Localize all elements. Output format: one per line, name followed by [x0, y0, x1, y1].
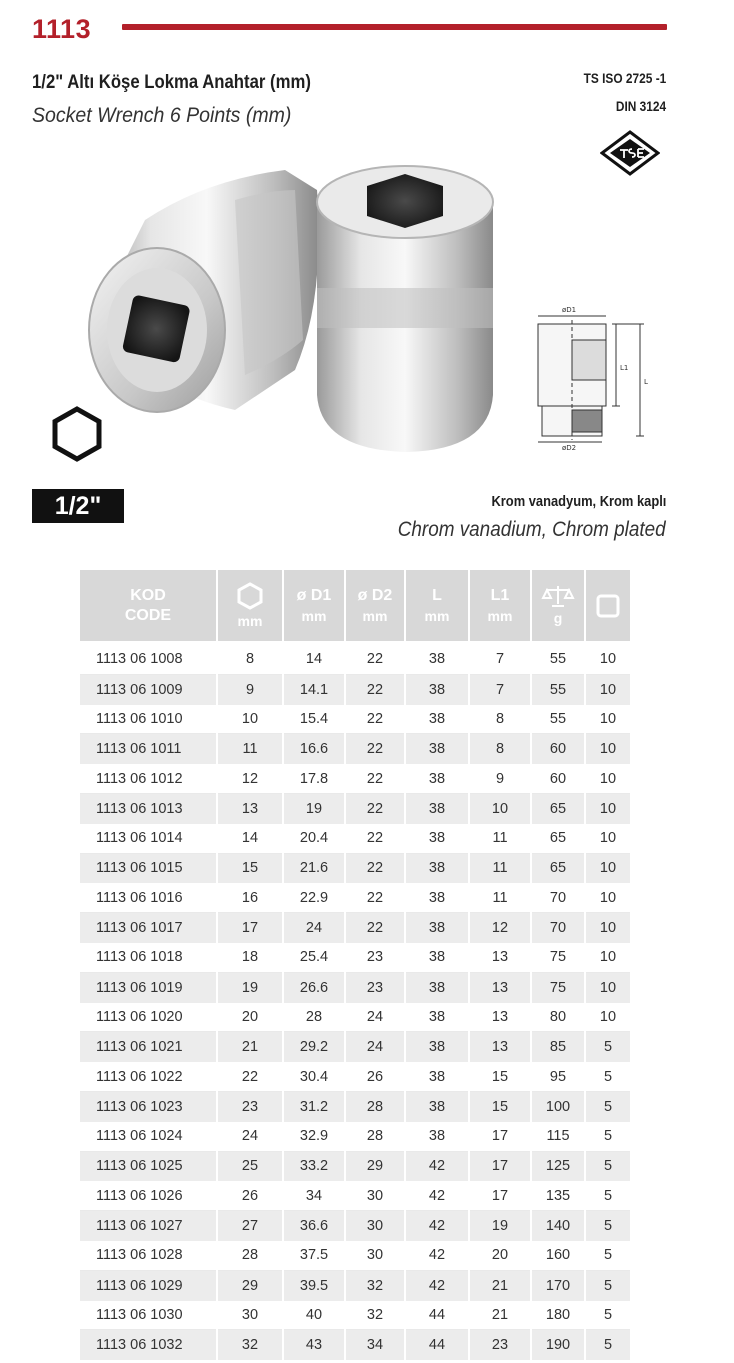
header-d1-label: ø D1	[296, 586, 332, 604]
cell-d2: 24	[346, 1032, 404, 1062]
header-weight-unit: g	[553, 609, 563, 626]
cell-package-qty: 5	[586, 1122, 630, 1152]
cell-size: 8	[218, 645, 282, 675]
header-package	[586, 570, 630, 645]
cell-package-qty: 10	[586, 854, 630, 884]
cell-size: 18	[218, 943, 282, 973]
table-row	[80, 1152, 630, 1182]
cell-size: 12	[218, 764, 282, 794]
tse-mark-icon	[600, 130, 660, 176]
table-row	[80, 883, 630, 913]
title-turkish: 1/2" Altı Köşe Lokma Anahtar (mm)	[32, 72, 311, 93]
box-icon	[595, 593, 621, 619]
standard-din: DIN 3124	[615, 98, 666, 114]
cell-code: 1113 06 1028	[80, 1241, 216, 1271]
cell-d1: 39.5	[284, 1271, 344, 1301]
cell-weight: 160	[532, 1241, 584, 1271]
cell-d1: 43	[284, 1330, 344, 1360]
cell-size: 30	[218, 1301, 282, 1331]
cell-weight: 70	[532, 883, 584, 913]
cell-l: 38	[406, 1003, 468, 1033]
cell-package-qty: 10	[586, 764, 630, 794]
table-row	[80, 1003, 630, 1033]
cell-weight: 180	[532, 1301, 584, 1331]
cell-code: 1113 06 1013	[80, 794, 216, 824]
table-row	[80, 764, 630, 794]
scale-icon	[541, 584, 575, 608]
cell-l: 42	[406, 1211, 468, 1241]
cell-l: 38	[406, 675, 468, 705]
cell-l: 38	[406, 973, 468, 1003]
header-rule	[122, 24, 667, 30]
cell-weight: 95	[532, 1062, 584, 1092]
spec-table	[78, 570, 632, 1360]
cell-l1: 13	[470, 943, 530, 973]
cell-d2: 26	[346, 1062, 404, 1092]
cell-size: 26	[218, 1181, 282, 1211]
cell-size: 10	[218, 705, 282, 735]
cell-l: 38	[406, 705, 468, 735]
cell-l: 42	[406, 1271, 468, 1301]
cell-d1: 37.5	[284, 1241, 344, 1271]
svg-text:øD1: øD1	[562, 306, 577, 314]
hexagon-icon	[235, 581, 265, 611]
cell-d2: 22	[346, 764, 404, 794]
header-d2-label: ø D2	[357, 586, 393, 604]
cell-weight: 125	[532, 1152, 584, 1182]
cell-code: 1113 06 1029	[80, 1271, 216, 1301]
title-english: Socket Wrench 6 Points (mm)	[32, 104, 292, 127]
material-english: Chrom vanadium, Chrom plated	[398, 518, 666, 541]
header-size	[218, 570, 282, 645]
material-turkish: Krom vanadyum, Krom kaplı	[491, 493, 666, 510]
cell-code: 1113 06 1027	[80, 1211, 216, 1241]
cell-d2: 28	[346, 1122, 404, 1152]
cell-d1: 34	[284, 1181, 344, 1211]
cell-l1: 13	[470, 973, 530, 1003]
cell-l: 38	[406, 794, 468, 824]
product-code: 1113	[32, 14, 92, 44]
header-l	[406, 570, 468, 645]
cell-weight: 65	[532, 794, 584, 824]
cell-package-qty: 5	[586, 1092, 630, 1122]
cell-package-qty: 5	[586, 1032, 630, 1062]
cell-d1: 32.9	[284, 1122, 344, 1152]
cell-d2: 22	[346, 824, 404, 854]
cell-package-qty: 10	[586, 734, 630, 764]
cell-l1: 15	[470, 1092, 530, 1122]
cell-d1: 14.1	[284, 675, 344, 705]
svg-text:øD2: øD2	[562, 444, 577, 450]
cell-size: 17	[218, 913, 282, 943]
cell-d2: 22	[346, 913, 404, 943]
cell-package-qty: 5	[586, 1152, 630, 1182]
header-l1	[470, 570, 530, 645]
cell-code: 1113 06 1012	[80, 764, 216, 794]
cell-l: 38	[406, 1032, 468, 1062]
cell-d2: 22	[346, 645, 404, 675]
table-row	[80, 1092, 630, 1122]
cell-d2: 32	[346, 1271, 404, 1301]
cell-code: 1113 06 1023	[80, 1092, 216, 1122]
header-d1-unit: mm	[301, 607, 327, 624]
cell-size: 28	[218, 1241, 282, 1271]
cell-d2: 24	[346, 1003, 404, 1033]
cell-weight: 70	[532, 913, 584, 943]
cell-package-qty: 10	[586, 943, 630, 973]
cell-code: 1113 06 1020	[80, 1003, 216, 1033]
cell-d1: 30.4	[284, 1062, 344, 1092]
cell-code: 1113 06 1016	[80, 883, 216, 913]
cell-l: 42	[406, 1152, 468, 1182]
cell-d2: 22	[346, 854, 404, 884]
cell-package-qty: 10	[586, 675, 630, 705]
cell-d2: 28	[346, 1092, 404, 1122]
cell-l1: 13	[470, 1003, 530, 1033]
cell-d2: 30	[346, 1211, 404, 1241]
cell-l1: 17	[470, 1122, 530, 1152]
table-row	[80, 794, 630, 824]
cell-d2: 22	[346, 705, 404, 735]
table-row	[80, 1241, 630, 1271]
cell-size: 29	[218, 1271, 282, 1301]
cell-code: 1113 06 1018	[80, 943, 216, 973]
header-weight	[532, 570, 584, 645]
cell-size: 21	[218, 1032, 282, 1062]
table-row	[80, 1062, 630, 1092]
cell-d1: 21.6	[284, 854, 344, 884]
hexagon-icon	[48, 405, 106, 463]
cell-weight: 65	[532, 824, 584, 854]
cell-l: 38	[406, 1122, 468, 1152]
table-header-row	[80, 570, 630, 645]
cell-size: 13	[218, 794, 282, 824]
cell-size: 23	[218, 1092, 282, 1122]
header-l-unit: mm	[424, 607, 450, 624]
cell-d1: 24	[284, 913, 344, 943]
cell-l1: 23	[470, 1330, 530, 1360]
cell-code: 1113 06 1025	[80, 1152, 216, 1182]
cell-l1: 13	[470, 1032, 530, 1062]
cell-d1: 19	[284, 794, 344, 824]
cell-d2: 30	[346, 1181, 404, 1211]
cell-size: 19	[218, 973, 282, 1003]
cell-code: 1113 06 1008	[80, 645, 216, 675]
cell-package-qty: 10	[586, 794, 630, 824]
cell-package-qty: 10	[586, 973, 630, 1003]
cell-code: 1113 06 1010	[80, 705, 216, 735]
cell-code: 1113 06 1024	[80, 1122, 216, 1152]
cell-package-qty: 10	[586, 913, 630, 943]
table-row	[80, 645, 630, 675]
cell-d1: 15.4	[284, 705, 344, 735]
cell-package-qty: 10	[586, 705, 630, 735]
drive-size-badge: 1/2"	[32, 489, 124, 523]
cell-size: 24	[218, 1122, 282, 1152]
cell-size: 14	[218, 824, 282, 854]
cell-code: 1113 06 1032	[80, 1330, 216, 1360]
table-row	[80, 913, 630, 943]
cell-weight: 115	[532, 1122, 584, 1152]
cell-size: 25	[218, 1152, 282, 1182]
cell-l: 38	[406, 764, 468, 794]
table-row	[80, 1271, 630, 1301]
cell-l: 38	[406, 913, 468, 943]
table-row	[80, 705, 630, 735]
cell-package-qty: 5	[586, 1241, 630, 1271]
cell-l1: 15	[470, 1062, 530, 1092]
cell-d2: 23	[346, 943, 404, 973]
header-l-label: L	[432, 586, 442, 604]
cell-package-qty: 5	[586, 1211, 630, 1241]
cell-weight: 60	[532, 734, 584, 764]
cell-weight: 80	[532, 1003, 584, 1033]
cell-package-qty: 5	[586, 1062, 630, 1092]
cell-weight: 100	[532, 1092, 584, 1122]
cell-l1: 8	[470, 705, 530, 735]
cell-d1: 28	[284, 1003, 344, 1033]
cell-weight: 55	[532, 675, 584, 705]
cell-size: 16	[218, 883, 282, 913]
cell-d1: 36.6	[284, 1211, 344, 1241]
cell-l: 38	[406, 824, 468, 854]
cell-l: 42	[406, 1181, 468, 1211]
cell-d2: 30	[346, 1241, 404, 1271]
table-row	[80, 1211, 630, 1241]
cell-l: 38	[406, 1092, 468, 1122]
cell-size: 9	[218, 675, 282, 705]
cell-weight: 190	[532, 1330, 584, 1360]
header-l1-unit: mm	[487, 607, 513, 624]
cell-d2: 22	[346, 794, 404, 824]
header-l1-label: L1	[490, 586, 510, 604]
cell-l1: 10	[470, 794, 530, 824]
cell-d1: 20.4	[284, 824, 344, 854]
cell-package-qty: 5	[586, 1271, 630, 1301]
cell-size: 15	[218, 854, 282, 884]
cell-l: 38	[406, 1062, 468, 1092]
cell-d1: 31.2	[284, 1092, 344, 1122]
cell-package-qty: 10	[586, 1003, 630, 1033]
cell-code: 1113 06 1014	[80, 824, 216, 854]
header-size-unit: mm	[237, 612, 263, 629]
cell-l1: 11	[470, 883, 530, 913]
cell-l: 38	[406, 854, 468, 884]
cell-code: 1113 06 1011	[80, 734, 216, 764]
table-row	[80, 824, 630, 854]
cell-l1: 19	[470, 1211, 530, 1241]
cell-weight: 55	[532, 705, 584, 735]
table-row	[80, 973, 630, 1003]
cell-d1: 29.2	[284, 1032, 344, 1062]
header-code	[80, 570, 216, 645]
cell-l1: 11	[470, 854, 530, 884]
cell-weight: 135	[532, 1181, 584, 1211]
standard-iso: TS ISO 2725 -1	[583, 70, 666, 86]
cell-l: 44	[406, 1330, 468, 1360]
cell-d2: 22	[346, 734, 404, 764]
cell-d1: 25.4	[284, 943, 344, 973]
cell-code: 1113 06 1017	[80, 913, 216, 943]
cell-l: 38	[406, 734, 468, 764]
cell-size: 20	[218, 1003, 282, 1033]
cell-code: 1113 06 1015	[80, 854, 216, 884]
cell-package-qty: 5	[586, 1330, 630, 1360]
cell-d2: 32	[346, 1301, 404, 1331]
cell-d2: 23	[346, 973, 404, 1003]
table-row	[80, 734, 630, 764]
table-row	[80, 854, 630, 884]
cell-l: 38	[406, 883, 468, 913]
header-d1	[284, 570, 344, 645]
cell-d1: 17.8	[284, 764, 344, 794]
table-row	[80, 1181, 630, 1211]
header-d2-unit: mm	[362, 607, 388, 624]
cell-code: 1113 06 1030	[80, 1301, 216, 1331]
table-row	[80, 1330, 630, 1360]
technical-drawing	[528, 300, 658, 450]
cell-code: 1113 06 1026	[80, 1181, 216, 1211]
cell-l1: 17	[470, 1152, 530, 1182]
cell-l1: 11	[470, 824, 530, 854]
cell-l1: 8	[470, 734, 530, 764]
cell-d2: 34	[346, 1330, 404, 1360]
cell-package-qty: 5	[586, 1301, 630, 1331]
cell-code: 1113 06 1009	[80, 675, 216, 705]
cell-size: 32	[218, 1330, 282, 1360]
table-row	[80, 1032, 630, 1062]
cell-l: 38	[406, 645, 468, 675]
table-row	[80, 943, 630, 973]
cell-weight: 55	[532, 645, 584, 675]
cell-l1: 21	[470, 1301, 530, 1331]
cell-code: 1113 06 1022	[80, 1062, 216, 1092]
cell-d1: 26.6	[284, 973, 344, 1003]
svg-text:L: L	[644, 378, 648, 386]
table-row	[80, 1301, 630, 1331]
cell-weight: 170	[532, 1271, 584, 1301]
cell-weight: 60	[532, 764, 584, 794]
cell-d1: 14	[284, 645, 344, 675]
svg-text:L1: L1	[620, 364, 629, 372]
cell-package-qty: 10	[586, 824, 630, 854]
cell-weight: 85	[532, 1032, 584, 1062]
table-row	[80, 1122, 630, 1152]
cell-l: 42	[406, 1241, 468, 1271]
cell-package-qty: 10	[586, 645, 630, 675]
cell-weight: 65	[532, 854, 584, 884]
cell-weight: 75	[532, 943, 584, 973]
cell-size: 27	[218, 1211, 282, 1241]
cell-d1: 16.6	[284, 734, 344, 764]
cell-l1: 21	[470, 1271, 530, 1301]
cell-code: 1113 06 1021	[80, 1032, 216, 1062]
header-code-en: CODE	[124, 606, 172, 624]
cell-package-qty: 10	[586, 883, 630, 913]
cell-d2: 22	[346, 883, 404, 913]
table-body	[80, 645, 630, 1360]
cell-l1: 7	[470, 645, 530, 675]
cell-d2: 29	[346, 1152, 404, 1182]
cell-l: 38	[406, 943, 468, 973]
header-code-tr: KOD	[130, 586, 166, 604]
cell-size: 11	[218, 734, 282, 764]
cell-weight: 75	[532, 973, 584, 1003]
cell-size: 22	[218, 1062, 282, 1092]
cell-d1: 33.2	[284, 1152, 344, 1182]
table-row	[80, 675, 630, 705]
cell-package-qty: 5	[586, 1181, 630, 1211]
cell-d1: 22.9	[284, 883, 344, 913]
cell-l1: 7	[470, 675, 530, 705]
cell-l: 44	[406, 1301, 468, 1331]
cell-d2: 22	[346, 675, 404, 705]
cell-l1: 20	[470, 1241, 530, 1271]
cell-l1: 12	[470, 913, 530, 943]
cell-weight: 140	[532, 1211, 584, 1241]
cell-l1: 9	[470, 764, 530, 794]
product-photo	[85, 160, 515, 460]
header-d2	[346, 570, 404, 645]
cell-code: 1113 06 1019	[80, 973, 216, 1003]
cell-l1: 17	[470, 1181, 530, 1211]
cell-d1: 40	[284, 1301, 344, 1331]
